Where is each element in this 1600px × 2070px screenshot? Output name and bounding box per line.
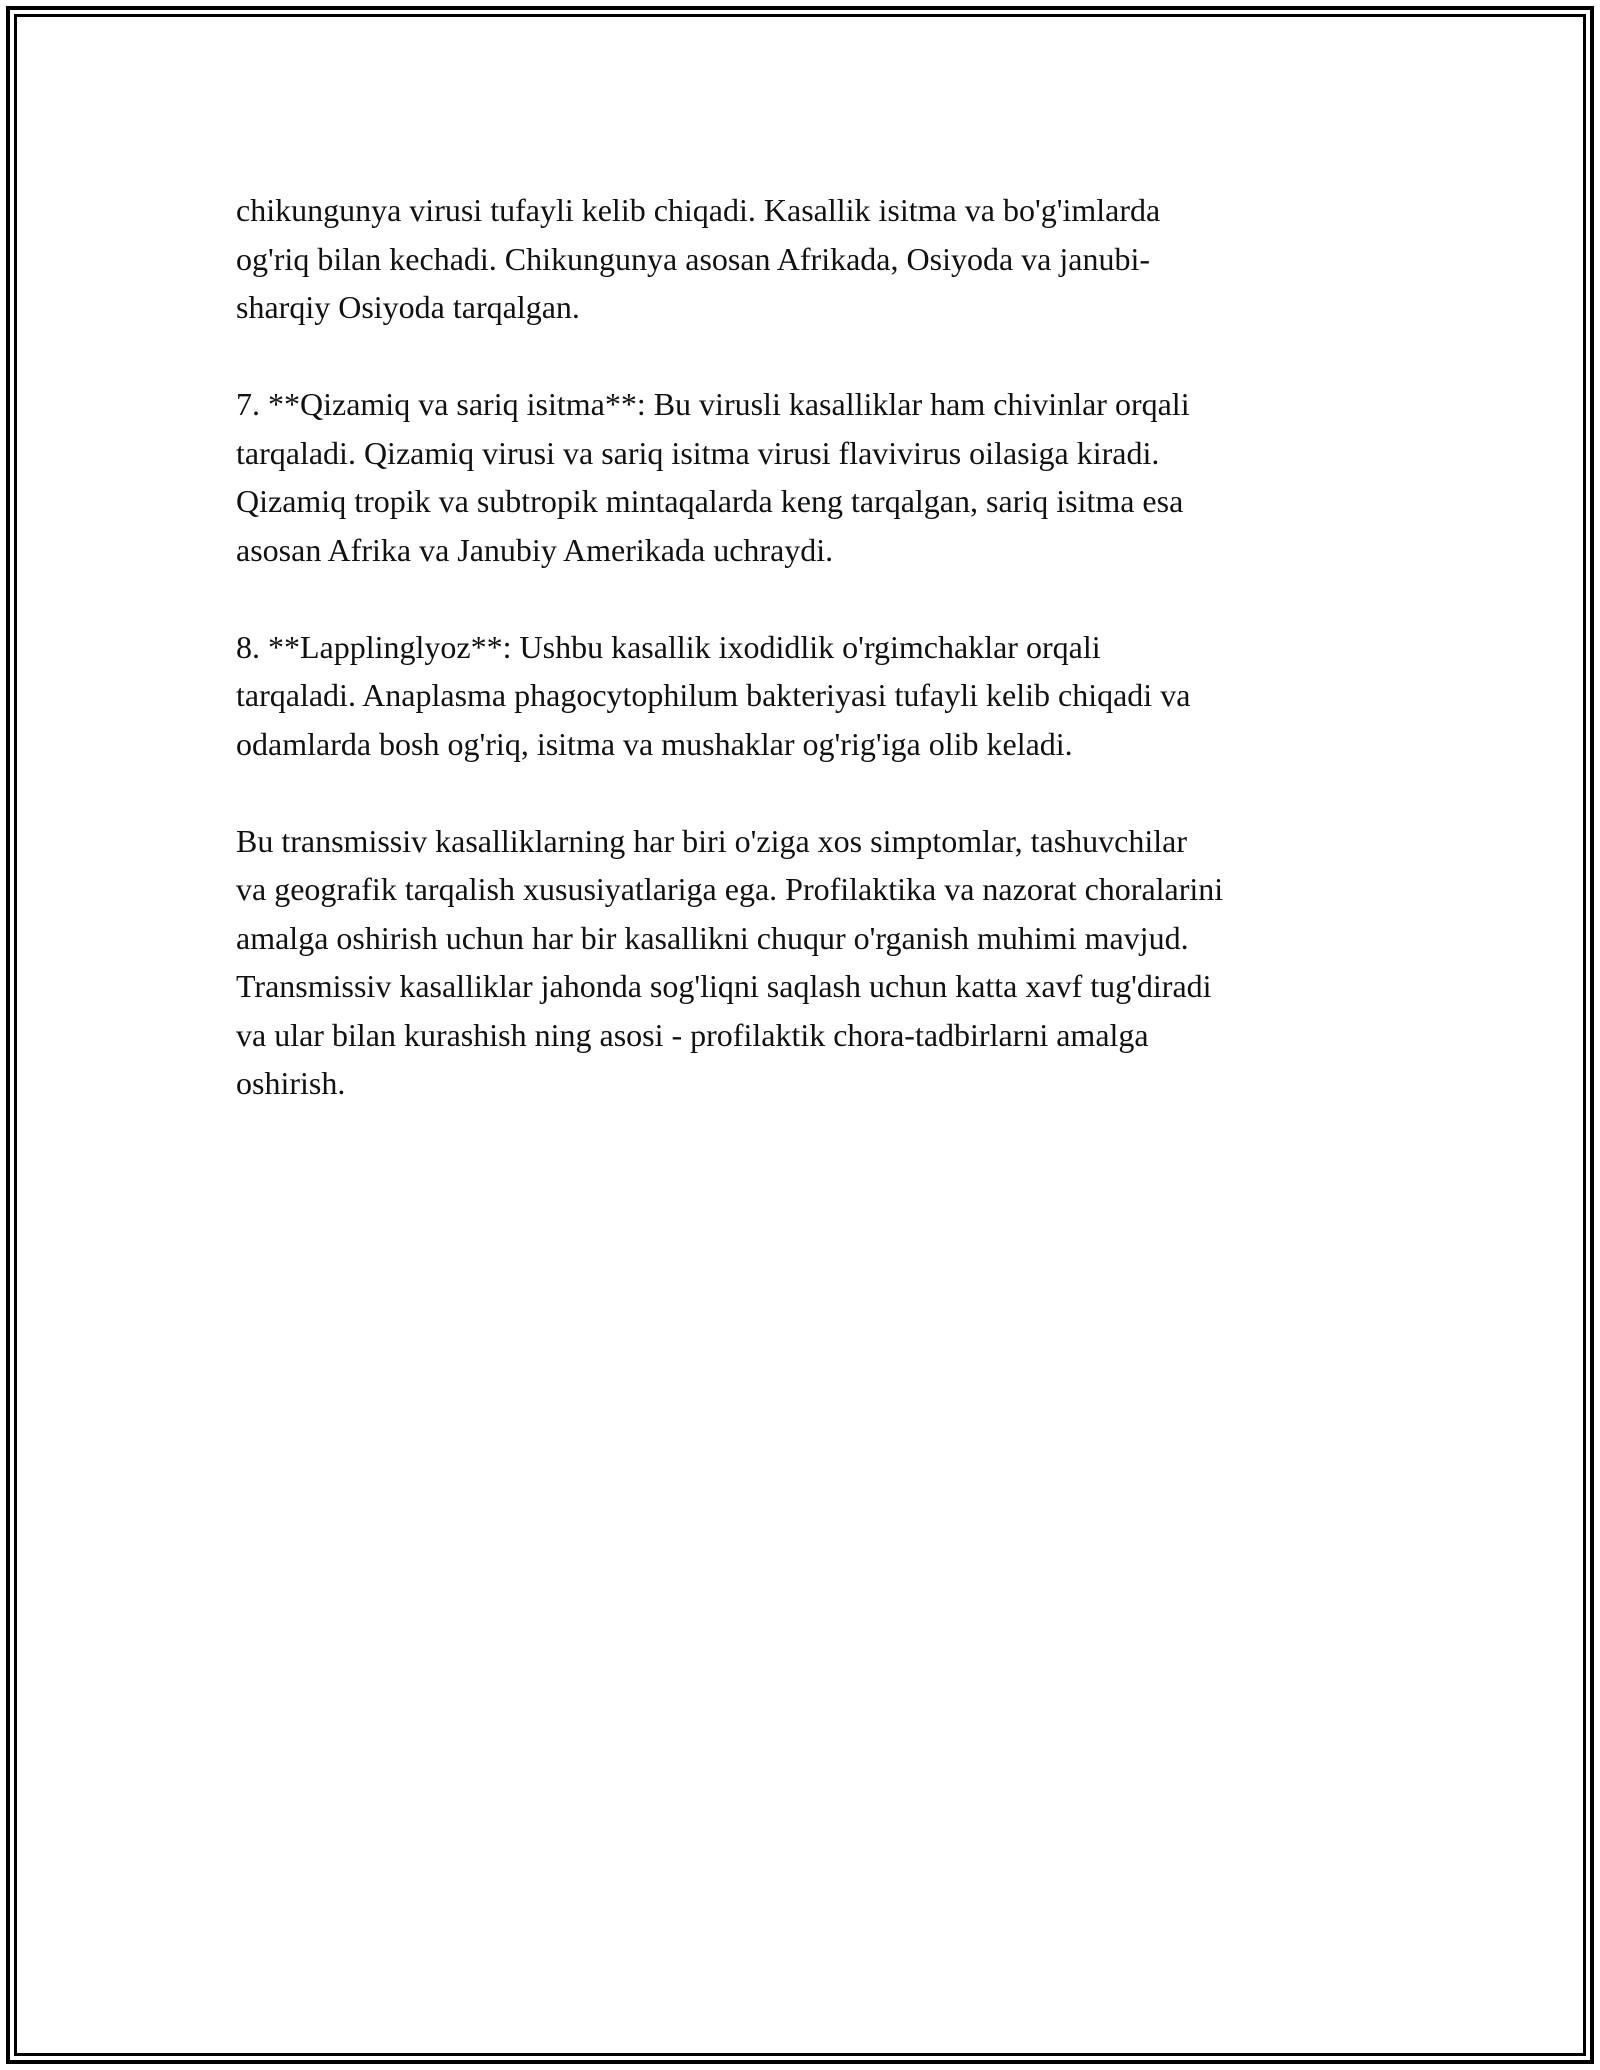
paragraph-chikungunya bbox=[236, 186, 1376, 332]
text-line: tarqaladi. Qizamiq virusi va sariq isitma virusi flavivirus oilasiga kiradi. bbox=[236, 434, 1160, 471]
text-line: 7. **Qizamiq va sariq isitma**: Bu virusli kasalliklar ham chivinlar orqali bbox=[236, 386, 1190, 422]
paragraph-conclusion bbox=[236, 817, 1376, 1108]
text-line: amalga oshirish uchun har bir kasallikni chuqur o'rganish muhimi mavjud. bbox=[236, 919, 1189, 956]
text-line: va geografik tarqalish xususiyatlariga ega. Profilaktika va nazorat choralarini bbox=[236, 871, 1224, 907]
document-body bbox=[236, 186, 1376, 1156]
text-line: sharqiy Osiyoda tarqalgan. bbox=[236, 289, 580, 325]
text-line: chikungunya virusi tufayli kelib chiqadi. Kasallik isitma va bo'g'imlarda bbox=[236, 192, 1161, 228]
text-line: og'riq bilan kechadi. Chikungunya asosan Afrikada, Osiyoda va janubi- bbox=[236, 240, 1150, 277]
text-line: asosan Afrika va Janubiy Amerikada uchraydi. bbox=[236, 531, 834, 568]
text-line: tarqaladi. Anaplasma phagocytophilum bakteriyasi tufayli kelib chiqadi va bbox=[236, 677, 1191, 713]
text-line: va ular bilan kurashish ning asosi - profilaktik chora-tadbirlarni amalga bbox=[236, 1016, 1149, 1053]
text-line: odamlarda bosh og'riq, isitma va mushaklar og'rig'iga olib keladi. bbox=[236, 725, 1073, 762]
text-line: Bu transmissiv kasalliklarning har biri o'ziga xos simptomlar, tashuvchilar bbox=[236, 822, 1187, 859]
text-line: 8. **Lapplinglyoz**: Ushbu kasallik ixodidlik o'rgimchaklar orqali bbox=[236, 628, 1101, 665]
text-line: Transmissiv kasalliklar jahonda sog'liqni saqlash uchun katta xavf tug'diradi bbox=[236, 968, 1212, 1004]
paragraph-item-8 bbox=[236, 623, 1376, 769]
paragraph-item-7 bbox=[236, 380, 1376, 574]
text-line: Qizamiq tropik va subtropik mintaqalarda keng tarqalgan, sariq isitma esa bbox=[236, 483, 1184, 519]
text-line: oshirish. bbox=[236, 1065, 346, 1101]
